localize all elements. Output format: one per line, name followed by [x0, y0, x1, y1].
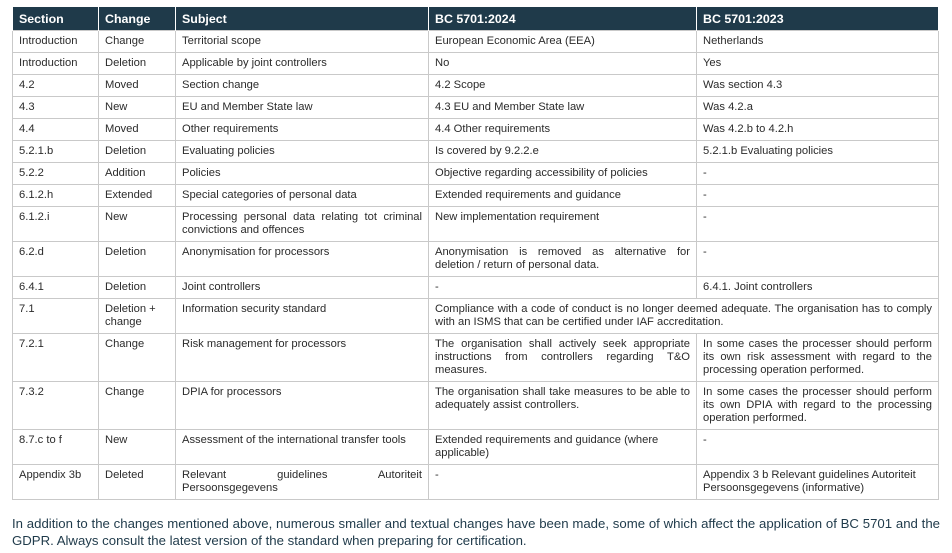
cell-change: Moved: [99, 75, 176, 97]
cell-section: Introduction: [13, 53, 99, 75]
cell-bc-2024: Objective regarding accessibility of policies: [429, 163, 697, 185]
table-row: [13, 299, 939, 334]
header-change: Change: [99, 7, 176, 31]
cell-change: New: [99, 97, 176, 119]
cell-merged-2024-2023: Compliance with a code of conduct is no longer deemed adequate. The organisation has to comply with an ISMS that can be certified under IAF accreditation.: [429, 299, 939, 334]
cell-bc-2024: Extended requirements and guidance (where applicable): [429, 430, 697, 465]
cell-bc-2023: Appendix 3 b Relevant guidelines Autoriteit Persoonsgegevens (informative): [697, 465, 939, 500]
table-row: [13, 185, 939, 207]
cell-bc-2023: 6.4.1. Joint controllers: [697, 277, 939, 299]
cell-bc-2024: New implementation requirement: [429, 207, 697, 242]
table-row: [13, 119, 939, 141]
cell-section: 6.2.d: [13, 242, 99, 277]
table-row: [13, 97, 939, 119]
changes-table: [12, 7, 939, 500]
table-row: [13, 382, 939, 430]
table-row: [13, 465, 939, 500]
cell-change: Deletion: [99, 277, 176, 299]
header-subject: Subject: [176, 7, 429, 31]
table-row: [13, 53, 939, 75]
cell-subject: DPIA for processors: [176, 382, 429, 430]
cell-section: 6.4.1: [13, 277, 99, 299]
cell-subject: Section change: [176, 75, 429, 97]
cell-bc-2024: No: [429, 53, 697, 75]
cell-bc-2024: 4.3 EU and Member State law: [429, 97, 697, 119]
cell-bc-2023: In some cases the processer should perform its own risk assessment with regard to the processing operation performed.: [697, 334, 939, 382]
cell-section: 7.3.2: [13, 382, 99, 430]
cell-bc-2023: -: [697, 185, 939, 207]
cell-subject: Information security standard: [176, 299, 429, 334]
cell-bc-2023: -: [697, 163, 939, 185]
cell-subject: Processing personal data relating tot criminal convictions and offences: [176, 207, 429, 242]
header-bc-2024: BC 5701:2024: [429, 7, 697, 31]
cell-bc-2023: Was section 4.3: [697, 75, 939, 97]
cell-section: 4.4: [13, 119, 99, 141]
cell-bc-2023: -: [697, 242, 939, 277]
cell-subject: Applicable by joint controllers: [176, 53, 429, 75]
cell-subject: Anonymisation for processors: [176, 242, 429, 277]
cell-bc-2024: -: [429, 277, 697, 299]
cell-change: Change: [99, 31, 176, 53]
cell-section: 6.1.2.i: [13, 207, 99, 242]
cell-section: 4.2: [13, 75, 99, 97]
table-row: [13, 75, 939, 97]
cell-change: Change: [99, 382, 176, 430]
table-row: [13, 334, 939, 382]
cell-section: 4.3: [13, 97, 99, 119]
cell-bc-2023: Yes: [697, 53, 939, 75]
cell-bc-2023: -: [697, 207, 939, 242]
cell-section: Introduction: [13, 31, 99, 53]
cell-subject: EU and Member State law: [176, 97, 429, 119]
cell-change: Deletion: [99, 141, 176, 163]
cell-section: Appendix 3b: [13, 465, 99, 500]
cell-bc-2024: The organisation shall actively seek appropriate instructions from controllers regarding T&O measures.: [429, 334, 697, 382]
cell-change: New: [99, 207, 176, 242]
table-row: [13, 430, 939, 465]
cell-subject: Relevant guidelines Autoriteit Persoonsgegevens: [176, 465, 429, 500]
cell-bc-2023: 5.2.1.b Evaluating policies: [697, 141, 939, 163]
cell-bc-2024: The organisation shall take measures to be able to adequately assist controllers.: [429, 382, 697, 430]
table-row: [13, 242, 939, 277]
footnote-paragraph: In addition to the changes mentioned above, numerous smaller and textual changes have been made, some of which affect the application of BC 5701 and the GDPR. Always consult the latest version of the standard when preparing for certification.: [12, 516, 940, 548]
cell-bc-2023: Was 4.2.b to 4.2.h: [697, 119, 939, 141]
cell-bc-2024: Extended requirements and guidance: [429, 185, 697, 207]
table-header-row: [13, 7, 939, 31]
cell-change: Deletion + change: [99, 299, 176, 334]
cell-subject: Joint controllers: [176, 277, 429, 299]
cell-change: Deletion: [99, 53, 176, 75]
cell-bc-2023: In some cases the processer should perform its own DPIA with regard to the processing operation performed.: [697, 382, 939, 430]
cell-section: 5.2.2: [13, 163, 99, 185]
cell-bc-2024: 4.2 Scope: [429, 75, 697, 97]
table-row: [13, 277, 939, 299]
cell-change: Extended: [99, 185, 176, 207]
cell-bc-2024: 4.4 Other requirements: [429, 119, 697, 141]
cell-section: 7.1: [13, 299, 99, 334]
cell-section: 7.2.1: [13, 334, 99, 382]
header-section: Section: [13, 7, 99, 31]
cell-bc-2024: Anonymisation is removed as alternative for deletion / return of personal data.: [429, 242, 697, 277]
cell-bc-2023: Was 4.2.a: [697, 97, 939, 119]
cell-subject: Assessment of the international transfer tools: [176, 430, 429, 465]
cell-change: Moved: [99, 119, 176, 141]
cell-subject: Special categories of personal data: [176, 185, 429, 207]
cell-subject: Other requirements: [176, 119, 429, 141]
cell-subject: Territorial scope: [176, 31, 429, 53]
header-bc-2023: BC 5701:2023: [697, 7, 939, 31]
cell-subject: Risk management for processors: [176, 334, 429, 382]
cell-section: 8.7.c to f: [13, 430, 99, 465]
cell-change: Addition: [99, 163, 176, 185]
cell-change: New: [99, 430, 176, 465]
cell-subject: Evaluating policies: [176, 141, 429, 163]
table-row: [13, 141, 939, 163]
cell-section: 6.1.2.h: [13, 185, 99, 207]
cell-change: Deleted: [99, 465, 176, 500]
cell-subject: Policies: [176, 163, 429, 185]
cell-change: Change: [99, 334, 176, 382]
cell-bc-2023: Netherlands: [697, 31, 939, 53]
cell-section: 5.2.1.b: [13, 141, 99, 163]
cell-change: Deletion: [99, 242, 176, 277]
table-row: [13, 163, 939, 185]
cell-bc-2024: European Economic Area (EEA): [429, 31, 697, 53]
cell-bc-2024: -: [429, 465, 697, 500]
cell-bc-2024: Is covered by 9.2.2.e: [429, 141, 697, 163]
table-row: [13, 31, 939, 53]
table-row: [13, 207, 939, 242]
cell-bc-2023: -: [697, 430, 939, 465]
